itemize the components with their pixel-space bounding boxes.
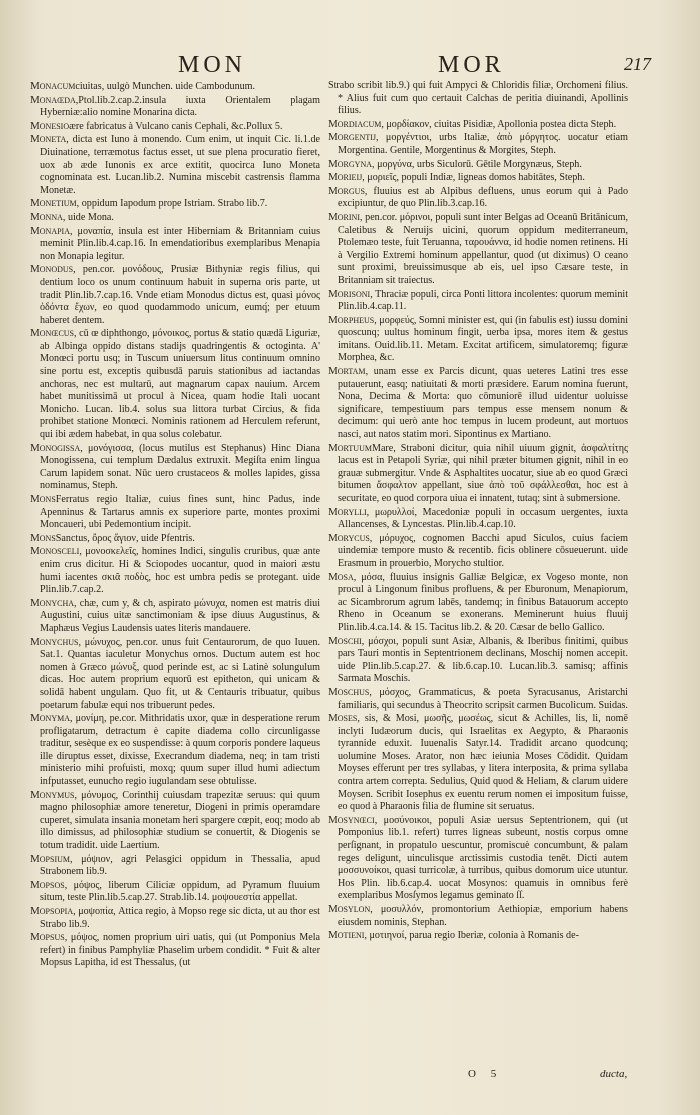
entry-headword: Morycus: [328, 531, 370, 544]
left-column: [30, 80, 320, 970]
entry-headword: Mordiacum: [328, 117, 382, 130]
entry-text: ciuitas, uulgò Munchen. uide Cambodunum.: [75, 81, 256, 92]
entry-headword: Monogissa: [30, 441, 81, 454]
dictionary-entry: [328, 365, 628, 442]
entry-text: ,Ptol.lib.2.cap.2.insula iuxta Orientalem plagam Hyberniæ:alio nomine Monarina dicta.: [40, 94, 320, 119]
running-head-right: MOR: [438, 52, 505, 78]
entry-headword: Morpheus: [328, 313, 375, 326]
entry-text: , sis, & Mosi, μωσῆς, μωσέως, sicut & Achilles, lis, li, nomē inclyti Iudæorum ducis, qui Israelitas ex Aegypto, & Pharaonis tyrannide eduxit. Iuuenalis Satyr.14. Tradidit arcano quodcunq; uolumine Moses. Arator, non hæc ieiunia Moses Cōdidit. Quidam Moyses efferunt per tres syllabas, y litera interposita, & prima syllaba contra artem correpta. Sedulius, Quid quod & Heliam, & clarum uidere Moysen. Scribit Iosephus ex euentu rerum nomen ei impositum fuisse, eo quod à Pharaonis filia de flumine sit seruatus.: [338, 713, 628, 813]
entry-text: , unam esse ex Parcis dicunt, quas ueteres Latini tres esse putauerunt, easq; natiuitati & morti præsidere. Earum nomina fuerunt, Nona, Decima & Morta: quo cōmuniorē illud uidentur uoluisse significare, tempestiuum pars tempus esse mensem nonum & decimum: qui uerò ante hoc tempus in lucem prodeunt, aut mortuos nasci, aut natos statim mori. Sipontinus ex Martiano.: [338, 366, 628, 441]
dictionary-entry: [30, 597, 320, 636]
dictionary-entry: [328, 442, 628, 506]
dictionary-entry: [30, 789, 320, 853]
entry-headword: Mortam: [328, 365, 366, 378]
dictionary-entry: [30, 905, 320, 931]
dictionary-entry: [30, 80, 320, 94]
entry-text: , μοσυλλόν, promontorium Aethiopiæ, emporium habens eiusdem nominis, Stephan.: [338, 904, 628, 928]
entry-text: , μονοσκελεῖς, homines Indici, singulis cruribus, quæ ante enim crus dicitur. Hi & Sciopodes uocantur, quod in maiori æstu humi iacentes σκιᾶ ποδὸς, hoc est umbra pedis se protegant. uide Plin.lib.7.cap.2.: [40, 546, 320, 596]
dictionary-entry: [30, 853, 320, 879]
entry-text: , μόνυμος, Corinthij cuiusdam trapezitæ seruus: qui quum magno philosophiæ amore teneretur, Diogeni in primis operamdare cuperet, simulata insania monetam heri spargere cœpit, eoq; modo ab illo dimissus, ad philosophiæ studium se conuertit, & Diogenis se totum tradidit. uide Laertium.: [40, 789, 320, 852]
entry-text: , μόψος, liberum Ciliciæ oppidum, ad Pyramum fluuium situm, teste Plin.lib.5.cap.27. Strab.lib.14. μοψουεστία appellat.: [40, 879, 320, 904]
entry-text: Sanctus, ὄρος ἅγιον, uide Pfentris.: [55, 532, 195, 544]
entry-headword: Monosceli: [30, 545, 80, 558]
entry-headword: Morgentij: [328, 131, 376, 144]
entry-headword: Morgus: [328, 184, 365, 197]
dictionary-entry: [30, 545, 320, 596]
entry-text: , cū œ diphthongo, μόνοικος, portus & statio quædā Liguriæ, ab Albinga oppido distans stadijs quadringentis & octoginta. A' Monœci portu usq; in Tuscum uniuersum litus continuum omnino sine portu est, exceptis quibusdā paruis stationibus ad iactandas anchoras, nec est multarū, aut magnarum capax nauium. Arcem habet munitissimā ut procul à Nicea, quam hodie Itali uocant Monicho. Lucan. lib.4. solus sua littora turbat Circius, & fida prohibet statione Monœci. Nominis rationem ad Herculem referunt, qui ibi ædem habebat, in qua solus colebatur.: [40, 328, 320, 441]
dictionary-entry: [30, 211, 320, 225]
entry-headword: Moschus: [328, 685, 370, 698]
entry-text: Ferratus regio Italiæ, cuius fines sunt, hinc Padus, inde Apenninus & Tartarus amnis ex superiore parte, montes proximi Moncaueri, ubi Pedemontium incipit.: [40, 494, 320, 531]
dictionary-entry: [328, 80, 628, 118]
dictionary-entry: [30, 94, 320, 120]
dictionary-entry: [30, 197, 320, 211]
entry-headword: Mosylon: [328, 903, 371, 915]
entry-headword: Monetium: [30, 197, 77, 210]
dictionary-entry: [328, 532, 628, 571]
entry-headword: Monychus: [30, 635, 79, 648]
dictionary-entry: [30, 327, 320, 441]
entry-headword: Moneta: [30, 133, 67, 146]
dictionary-entry: [30, 931, 320, 970]
entry-text: , pen.cor. μονόδους, Prusiæ Bithyniæ regis filius, qui dentium loco os unum continuum habuit in superna oris parte, ut tradit Plin.lib.7.cap.16. Vnde etiam Monodus dictus est, quasi μόνος ὀδόντα ἔχων, eo quod quodammodo unicum, eumq́; per etuum haberet dentem.: [40, 264, 320, 326]
entry-text: , oppidum Iapodum prope Istriam. Strabo lib.7.: [76, 198, 268, 210]
dictionary-entry: [328, 929, 628, 943]
entry-text: , μόψιον, agri Pelasgici oppidum in Thessalia, apud Strabonem lib.9.: [40, 853, 320, 878]
dictionary-entry: [328, 814, 628, 903]
dictionary-entry: [30, 712, 320, 789]
entry-text: , μονίμη, pe.cor. Mithridatis uxor, quæ in desperatione rerum profligatarum, detractum è capite diadema collo circunligasse traditur, sesèque ex eo suspendisse: à quum corporis pondere laqueus ille diruptus esset, dixisse, Execrandum diadema, neq; in tam tristi ministerio mihi profuisti, moxq; quum super illud humi adiectum infputasset, eunucho regio iugulandam sese obtulisse.: [40, 713, 320, 788]
entry-headword: Mons: [30, 493, 56, 505]
entry-headword: Mortuum: [328, 441, 372, 454]
entry-text: , uide Mona.: [62, 211, 114, 223]
entry-headword: Morini: [328, 210, 360, 223]
entry-text: Strabo scribit lib.9.) qui fuit Ampyci & Chloridis filiæ, Orchomeni filius. * Alius fuit cum quo certauit Calchas de peritia diuinandi, Apollinis filius.: [328, 80, 628, 117]
entry-headword: Mopsium: [30, 852, 71, 865]
dictionary-entry: [30, 120, 320, 134]
entry-headword: Moschi: [328, 634, 362, 647]
entry-headword: Motieni: [328, 929, 365, 942]
dictionary-entry: [328, 185, 628, 211]
dictionary-entry: [328, 314, 628, 365]
entry-headword: Monesio: [30, 119, 70, 132]
dictionary-entry: [30, 532, 320, 546]
entry-text: , μοναπία, insula est inter Hiberniam & Britanniam cuius meminit Plin.lib.4.cap.16. In emendatioribus exemplaribus Menapia non Monapia legitur.: [40, 225, 320, 262]
entry-text: , μωρυλλοί, Macedoniæ populi in occasum uergentes, iuxta Allancenses, & Lyncestas. Plin.lib.4.cap.10.: [338, 506, 628, 531]
entry-text: , μόψος, nomen proprium uiri uatis, qui (ut Pomponius Mela refert) in finibus Pamphyliæ Phaselim urbem condidit. * Fuit & alter Mopsus Lapitha, id est Thessalus, (ut: [40, 932, 320, 969]
entry-headword: Monyma: [30, 712, 71, 725]
entry-text: , μονόγισσα, (locus mutilus est Stephanus) Hinc Diana Monogissena, cui templum Dædalus extruxit. Megiſta enim lingua Carum lapidem sonat. Nūc uero crustaceos & molles lapides, gissa nominamus, Steph.: [40, 442, 320, 492]
entry-text: , μόσα, fluuius insignis Galliæ Belgicæ, ex Vogeso monte, non procul à Lingonum finibus profluens, & per Eburonum, Menapiorum, ac Sicambrorum agrum labēs, tandemq; in finibus Batauorum accepto Rheno in Oceanum se exonerans. Meminerunt huius fluuij Plin.lib.4.ca.14. & 15. Tacitus lib.2. & 20. Cæsar de bello Gallico.: [338, 571, 628, 633]
dictionary-entry: [328, 903, 628, 929]
signature-mark: O 5: [468, 1068, 503, 1080]
dictionary-entry: [30, 442, 320, 493]
entry-text: , μορδίακον, ciuitas Pisidiæ, Apollonia postea dicta Steph.: [381, 118, 617, 130]
dictionary-entry: [328, 171, 628, 185]
entry-text: , μόσχος, Grammaticus, & poeta Syracusanus, Aristarchi familiaris, qui secundus à Theocrito scripsit carmen Bucolicum. Suidas.: [338, 686, 628, 711]
entry-headword: Monna: [30, 210, 63, 223]
entry-text: , dicta est Iuno à monendo. Cum enim, ut inquit Cic. li.1.de Diuinatione, terræmotus factus esset, ut sue plena procuratio fieret, uox ab æde Iunonis ex arce extitit, quocirca Iuno Moneta cognominata est. Lucan.lib.2. Numina miscebit castrensis flamma Monetæ.: [40, 134, 320, 196]
entry-text: , μοψοπία, Attica regio, à Mopso rege sic dicta, ut au thor est Strabo lib.9.: [40, 906, 320, 930]
entry-headword: Monodus: [30, 263, 74, 276]
dictionary-entry: [30, 133, 320, 197]
entry-headword: Mons: [30, 531, 56, 544]
entry-text: , μοργύνα, urbs Siculorū. Gētile Morgynæus, Steph.: [372, 158, 582, 170]
entry-text: , pen.cor. μόρινοι, populi sunt inter Belgas ad Oceanū Britānicum, Caletibus & Neruijs uicini, quorum oppidum mediterraneum, Ptolemæo teste, fuit Teruanna, ταρουάννα, id hodie nomen retinens. Hi à Vergilio Extremi hominum appellantur, quod (ut diximus) O ceano sunt proximi, breuissimusque ab eis, uel ipso Cæsare teste, in Britanniam sit traiectus.: [338, 211, 628, 286]
dictionary-entry: [328, 158, 628, 172]
entry-headword: Mosynœci: [328, 813, 375, 826]
running-head-left: MON: [178, 52, 247, 78]
dictionary-entry: [328, 571, 628, 635]
entry-text: ære fabricatus à Vulcano canis Cephali, &c.Pollux 5.: [69, 120, 283, 132]
entry-text: , Thraciæ populi, circa Ponti littora incolentes: quorum meminit Plin.lib.4.cap.11.: [338, 288, 628, 313]
entry-headword: Mopsopia: [30, 905, 74, 917]
entry-headword: Monœcus: [30, 327, 75, 340]
entry-text: , μοριεῖς, populi Indiæ, ligneas domos habitātes, Steph.: [362, 172, 585, 184]
entry-headword: Mosa: [328, 570, 354, 583]
entry-headword: Morylli: [328, 505, 367, 518]
dictionary-entry: [328, 686, 628, 712]
entry-headword: Monaœda: [30, 93, 76, 106]
dictionary-entry: [328, 506, 628, 532]
dictionary-entry: [328, 712, 628, 814]
dictionary-entry: [328, 288, 628, 314]
catchword: ducta,: [600, 1068, 628, 1080]
dictionary-entry: [328, 118, 628, 132]
page-number: 217: [624, 54, 651, 74]
entry-headword: Morgyna: [328, 157, 373, 170]
entry-headword: Morieij: [328, 171, 363, 184]
entry-headword: Mopsus: [30, 931, 65, 944]
entry-headword: Morisoni: [328, 287, 371, 300]
entry-text: , chæ, cum y, & ch, aspirato μώνυχα, nomen est matris diui Augustini, cuius uitæ sanctimoniam & ipse diuus Augustinus, & Maphæus Vegius Laudensis uates literis mandauere.: [40, 597, 320, 634]
dictionary-entry: [30, 493, 320, 532]
entry-headword: Monacum: [30, 80, 76, 92]
dictionary-entry: [30, 225, 320, 264]
entry-headword: Monycha: [30, 596, 75, 609]
entry-text: Mare, Straboni dicitur, quia nihil uiuum gignit, ἀσφαλτίτης lacus est in Petapoli Syriæ, qui nihil præter bitumen gignit, nihil in eo grauæ submergitur. Vnde & Asphaltites uocatur, siue ab eo quod Græci bitumen ἄσφαλτον appellant, siue ἀπὸ τοῦ σφάλλεσθαι, hoc est à securitate, eo quod corpora uiua ei innatent, tutaq; sint à submersione.: [338, 442, 628, 504]
entry-text: , fluuius est ab Alpibus defluens, unus eorum qui à Pado excipiuntur, de quo Plin.lib.3.cap.16.: [338, 185, 628, 210]
dictionary-entry: [328, 635, 628, 686]
right-column: [328, 80, 628, 943]
entry-text: , μοργέντιοι, urbs Italiæ, ἀπὸ μόργητος. uocatur etiam Morgentina. Gentile, Morgentinus & Morgites, Steph.: [338, 132, 628, 156]
entry-headword: Monapia: [30, 224, 71, 237]
entry-text: , μοτιηνοί, parua regio Iberiæ, colonia à Romanis de-: [364, 930, 579, 942]
entry-text: , μώνυχος, pen.cor. unus fuit Centaurorum, de quo Iuuen. Sat.1. Quantas iaculetur Monychus ornos. Ductum autem est hoc nomen à Græco μώνυξ, quod perinde est, ac si Latinè solungulum dicas. Hoc autem proprium equorū est epitheton, qui unicam & solidā habent ungulam. Quo fit, ut & Centauris tribuatur, quibus poetarum fabulæ equi nos tribuerunt pedes.: [40, 636, 320, 711]
entry-text: , μόρυχος, cognomen Bacchi apud Siculos, cuius faciem uindemiæ tempore musto & recentib. ficis oblinere cōsueuerunt. uide Erasmum in prouerbio, Morycho stultior.: [338, 532, 628, 569]
entry-text: , μοσύνοικοι, populi Asiæ uersus Septentrionem, qui (ut Pomponius lib.1. refert) turres ligneas subeunt, nostis corpus omne perſignant, in propatulo uescuntur, promiscuè concumbunt, & palam reges deligunt, uinculisque arctissimis custodia tenēt. Dicti autem μοσσυνοίκοι, quasi turricolæ, à turribus, quibus domorum uice utuntur. Hos Plin. lib.6.cap.4. uocat Mosynos: quamuis in omnibus ferè exemplaribus Mosſymos legamus geminato ſſ.: [338, 814, 628, 902]
entry-text: , μορφεύς, Somni minister est, qui (in fabulis est) iussu domini quoscunq; uultus hominum fingit, uerba ipsa, mores item & gestus imitans. Ouid.lib.11. Metam. Excitat artificem, simulatoremq; figuræ Morphea, &c.: [338, 314, 628, 364]
entry-headword: Monymus: [30, 788, 75, 801]
dictionary-entry: [328, 131, 628, 157]
dictionary-entry: [328, 211, 628, 288]
entry-headword: Mopsos: [30, 878, 65, 891]
entry-headword: Moses: [328, 712, 358, 725]
dictionary-entry: [30, 263, 320, 327]
dictionary-entry: [30, 636, 320, 713]
entry-text: , μόσχοι, populi sunt Asiæ, Albanis, & Iberibus finitimi, quibus pars Tauri montis in Septentrionem declinans, Moschij nomen accepit. uide Plin.lib.5.cap.27. & lib.6.cap.10. Lucan.lib.3. samisq; affinis Sarmata Moschis.: [338, 635, 628, 685]
dictionary-entry: [30, 879, 320, 905]
